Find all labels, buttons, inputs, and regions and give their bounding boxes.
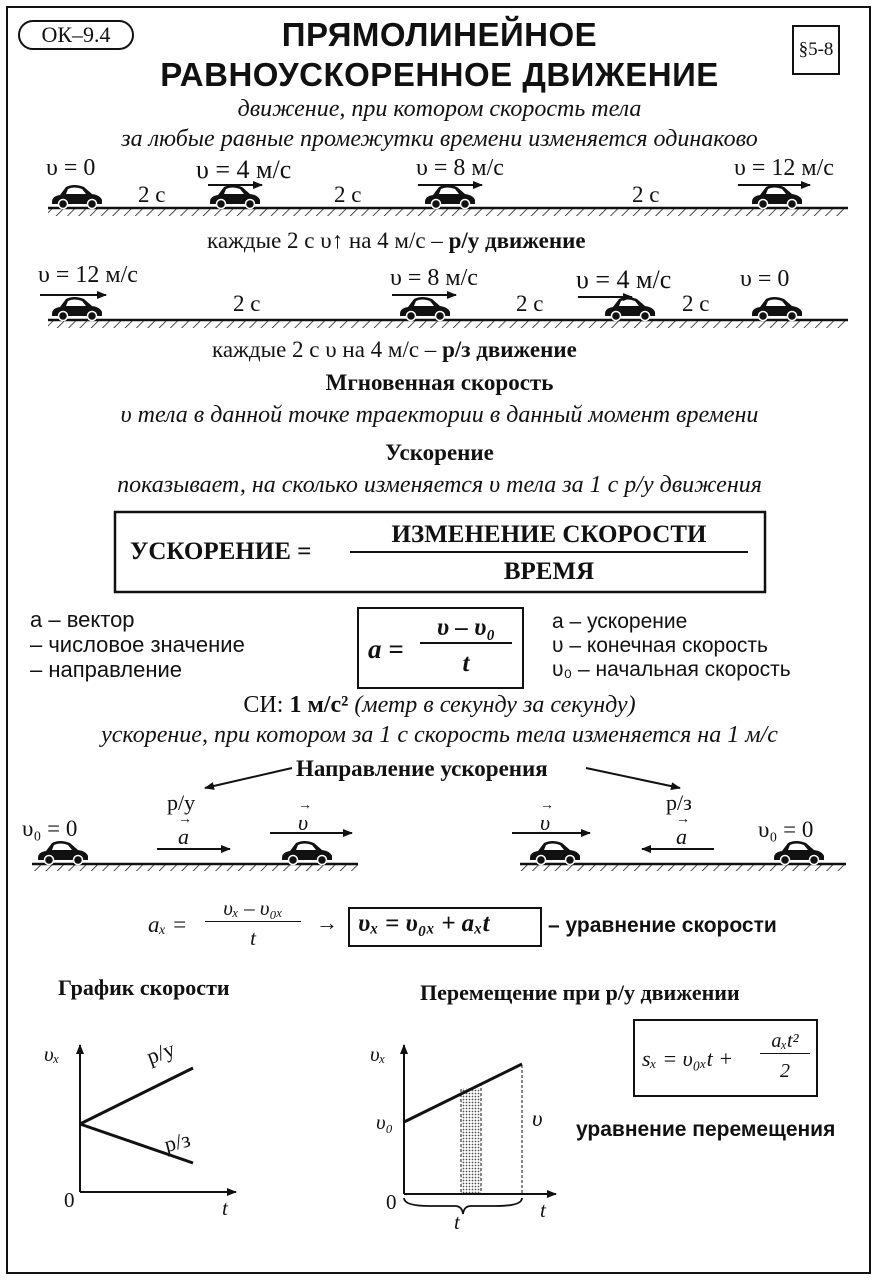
car-icon	[774, 841, 824, 865]
interval-label: 2 с	[632, 182, 660, 207]
graph1-x-label: t	[222, 1196, 228, 1220]
velocity-symbol: υ	[298, 810, 309, 835]
pointer-arrow-left	[205, 768, 292, 788]
velocity-eq-label: – уравнение скорости	[548, 914, 777, 937]
interval-label: 2 с	[682, 291, 710, 316]
lesson-code: ОК–9.4	[41, 22, 111, 47]
speed-label: υ = 0	[46, 155, 96, 181]
acceleration-title: Ускорение	[385, 440, 494, 465]
accel-symbol: a	[178, 824, 189, 849]
page-title-line2: РАВНОУСКОРЕННОЕ ДВИЖЕНИЕ	[160, 56, 719, 93]
vector-list	[30, 607, 245, 682]
speed-label: υ = 12 м/с	[38, 262, 138, 288]
word-formula-denominator: ВРЕМЯ	[503, 558, 595, 585]
road-row1	[48, 208, 848, 216]
displacement-denominator: 2	[780, 1060, 790, 1082]
velocity-equation: υₓ = υ₀ₓ + aₓt	[358, 910, 490, 937]
row2-caption-text: каждые 2 с υ на 4 м/с –	[212, 337, 443, 362]
displacement-label: уравнение перемещения	[576, 1118, 836, 1141]
graph2-t-brace-label: t	[454, 1210, 460, 1234]
vector-item: а – вектор	[30, 607, 135, 632]
road-row2	[48, 320, 848, 328]
vector-arrow-icon: →	[298, 798, 312, 813]
interval-label: 2 с	[138, 182, 166, 207]
speed-label: υ = 8 м/с	[416, 155, 504, 181]
si-unit: 1 м/с²	[289, 692, 349, 718]
car-icon	[605, 297, 655, 321]
si-line	[0, 692, 879, 719]
graph2-origin: 0	[386, 1190, 397, 1214]
word-formula-numerator: ИЗМЕНЕНИЕ СКОРОСТИ	[350, 521, 748, 553]
interval-label: 2 с	[233, 291, 261, 316]
speed-label: υ = 12 м/с	[734, 155, 834, 181]
car-icon	[752, 297, 802, 321]
graph1-origin: 0	[64, 1188, 75, 1212]
graph2-y-label: υₓ	[370, 1042, 386, 1066]
section-number: §5-8	[798, 39, 834, 60]
interval-label: 2 с	[516, 291, 544, 316]
definition-line2: за любые равные промежутки времени изменяется одинаково	[121, 126, 758, 152]
car-icon	[425, 185, 475, 209]
graph1-up-label: р/у	[143, 1035, 179, 1070]
instant-velocity-title: Мгновенная скорость	[325, 370, 554, 395]
v0-right-label: υ₀ = 0	[758, 817, 814, 842]
implies-arrow-icon: →	[316, 910, 338, 935]
legend-item: υ – конечная скорость	[552, 634, 768, 657]
vector-arrow-icon: →	[178, 812, 192, 827]
car-icon	[52, 297, 102, 321]
row1-caption	[207, 228, 586, 254]
car-icon	[752, 185, 802, 209]
speed-label: υ = 4 м/с	[196, 155, 292, 184]
vector-legend	[552, 610, 791, 682]
legend-item: υ₀ – начальная скорость	[552, 658, 791, 681]
graph2-x-label: t	[540, 1198, 546, 1222]
si-note: (метр в секунду за секунду)	[354, 692, 636, 718]
car-icon	[52, 185, 102, 209]
pointer-arrow-right	[586, 768, 680, 788]
graph1-down-label: р/з	[161, 1126, 193, 1158]
velocity-symbol: υ	[540, 810, 551, 835]
vector-formula-numerator: υ – υ₀	[420, 614, 512, 644]
page-title-line1: ПРЯМОЛИНЕЙНОЕ	[281, 16, 598, 53]
row2-caption-bold: р/з движение	[442, 337, 577, 362]
row1-caption-bold: р/у движение	[448, 228, 586, 253]
vector-formula-denominator: t	[462, 650, 470, 677]
road-left	[32, 864, 358, 871]
acceleration-text: показывает, на сколько изменяется υ тела за 1 с р/у движения	[117, 472, 762, 498]
vector-item: – числовое значение	[30, 632, 245, 657]
row1-caption-text: каждые 2 с υ↑ на 4 м/с –	[207, 228, 449, 253]
velocity-eq-lhs: aₓ =	[148, 912, 188, 937]
si-prefix: СИ:	[243, 692, 290, 718]
car-icon	[400, 297, 450, 321]
vector-formula-lhs: a =	[368, 634, 404, 664]
velocity-graph-title: График скорости	[58, 975, 230, 1000]
graph2-v0-label: υ₀	[376, 1110, 393, 1134]
graph1-y-label: υₓ	[44, 1042, 60, 1066]
displacement-graph-title: Перемещение при р/у движении	[420, 980, 740, 1005]
speed-label: υ = 4 м/с	[576, 265, 672, 294]
graph2-v-label: υ	[532, 1106, 543, 1131]
si-definition: ускорение, при котором за 1 с скорость тела изменяется на 1 м/с	[101, 722, 778, 748]
velocity-eq-numerator: υₓ – υ₀ₓ	[205, 896, 301, 922]
car-icon	[530, 841, 580, 865]
accel-symbol: a	[676, 824, 687, 849]
car-icon	[210, 185, 260, 209]
direction-right-label: р/з	[666, 790, 692, 815]
vector-item: – направление	[30, 657, 183, 682]
instant-velocity-text: υ тела в данной точке траектории в данный момент времени	[120, 402, 759, 428]
speed-label: υ = 0	[740, 266, 790, 292]
vector-arrow-icon: →	[676, 812, 690, 827]
speed-label: υ = 8 м/с	[390, 265, 478, 291]
legend-item: a – ускорение	[552, 610, 688, 633]
v0-left-label: υ₀ = 0	[22, 816, 78, 841]
car-icon	[38, 841, 88, 865]
velocity-eq-denominator: t	[250, 926, 256, 950]
row2-caption	[212, 337, 577, 363]
section-badge	[792, 25, 840, 75]
direction-title: Направление ускорения	[296, 756, 548, 781]
vector-arrow-icon: →	[540, 798, 554, 813]
definition-line1: движение, при котором скорость тела	[237, 96, 642, 122]
interval-label: 2 с	[334, 182, 362, 207]
displacement-lhs: sₓ = υ₀ₓt +	[642, 1046, 734, 1071]
direction-left-label: р/у	[167, 790, 196, 815]
displacement-numerator: aₓt²	[760, 1030, 810, 1054]
word-formula-lhs: УСКОРЕНИЕ =	[130, 538, 312, 565]
car-icon	[282, 841, 332, 865]
